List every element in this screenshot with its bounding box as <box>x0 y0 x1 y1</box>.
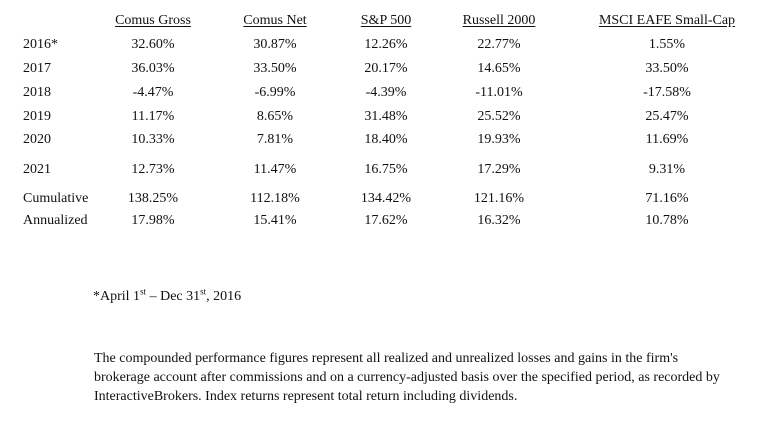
cell-comus-gross: 11.17% <box>131 109 175 124</box>
cell-comus-gross: 17.98% <box>131 213 175 228</box>
row-label: 2017 <box>23 61 51 76</box>
row-label: 2016* <box>23 37 58 52</box>
cell-msci-eafe-small-cap: 10.78% <box>645 213 689 228</box>
cell-sp500: 31.48% <box>364 109 408 124</box>
cell-russell-2000: 25.52% <box>477 109 521 124</box>
table-row <box>0 59 768 79</box>
cell-comus-net: 11.47% <box>253 162 297 177</box>
cell-comus-gross: -4.47% <box>132 85 174 100</box>
cell-sp500: 20.17% <box>364 61 408 76</box>
header-russell-2000: Russell 2000 <box>462 13 536 28</box>
cell-msci-eafe-small-cap: -17.58% <box>643 85 691 100</box>
cell-comus-gross: 138.25% <box>127 191 179 206</box>
header-msci-eafe-small-cap: MSCI EAFE Small-Cap <box>598 13 736 28</box>
cell-sp500: 12.26% <box>364 37 408 52</box>
cell-comus-gross: 10.33% <box>131 132 175 147</box>
header-comus-gross: Comus Gross <box>115 13 191 28</box>
row-label: 2019 <box>23 109 51 124</box>
cell-comus-gross: 36.03% <box>131 61 175 76</box>
footnote-suffix: , 2016 <box>206 289 242 304</box>
table-header-row <box>0 11 768 31</box>
footnote-prefix: *April 1 <box>93 289 141 304</box>
cell-msci-eafe-small-cap: 9.31% <box>648 162 686 177</box>
row-label: 2018 <box>23 85 51 100</box>
cell-comus-net: 33.50% <box>253 61 297 76</box>
cell-comus-gross: 32.60% <box>131 37 175 52</box>
footnote-superscript-2: st <box>200 286 207 297</box>
table-row <box>0 83 768 103</box>
cell-comus-net: 30.87% <box>253 37 297 52</box>
cell-msci-eafe-small-cap: 71.16% <box>645 191 689 206</box>
cell-russell-2000: 16.32% <box>477 213 521 228</box>
cell-russell-2000: 19.93% <box>477 132 521 147</box>
cell-sp500: 134.42% <box>360 191 412 206</box>
row-label: 2020 <box>23 132 51 147</box>
cell-sp500: 17.62% <box>364 213 408 228</box>
table-row <box>0 211 768 231</box>
cell-russell-2000: 17.29% <box>477 162 521 177</box>
cell-comus-net: 7.81% <box>256 132 294 147</box>
cell-russell-2000: -11.01% <box>475 85 523 100</box>
cell-comus-net: 112.18% <box>250 191 300 206</box>
table-row <box>0 107 768 127</box>
footnote-superscript-1: st <box>140 286 147 297</box>
cell-comus-gross: 12.73% <box>131 162 175 177</box>
header-sp500: S&P 500 <box>360 13 412 28</box>
footnote-middle: – Dec 31 <box>146 289 201 304</box>
cell-russell-2000: 22.77% <box>477 37 521 52</box>
cell-sp500: 18.40% <box>364 132 408 147</box>
cell-msci-eafe-small-cap: 25.47% <box>645 109 689 124</box>
cell-sp500: 16.75% <box>364 162 408 177</box>
cell-sp500: -4.39% <box>365 85 407 100</box>
disclaimer-paragraph: The compounded performance figures represent all realized and unrealized losses and gains in the firm's brokerage account after commissions and on a currency-adjusted basis over the specified period, as recorded by InteractiveBrokers. Index returns represent total return including dividends. <box>94 351 720 404</box>
table-row <box>0 130 768 150</box>
header-comus-net: Comus Net <box>243 13 307 28</box>
footnote <box>93 286 242 305</box>
table-row <box>0 160 768 180</box>
cell-msci-eafe-small-cap: 11.69% <box>645 132 689 147</box>
cell-russell-2000: 121.16% <box>473 191 525 206</box>
row-label: 2021 <box>23 162 51 177</box>
cell-comus-net: -6.99% <box>254 85 296 100</box>
cell-msci-eafe-small-cap: 1.55% <box>648 37 686 52</box>
cell-comus-net: 8.65% <box>256 109 294 124</box>
cell-comus-net: 15.41% <box>253 213 297 228</box>
cell-russell-2000: 14.65% <box>477 61 521 76</box>
row-label: Cumulative <box>23 191 89 206</box>
table-row <box>0 35 768 55</box>
cell-msci-eafe-small-cap: 33.50% <box>645 61 689 76</box>
table-row <box>0 189 768 209</box>
row-label: Annualized <box>23 213 88 228</box>
